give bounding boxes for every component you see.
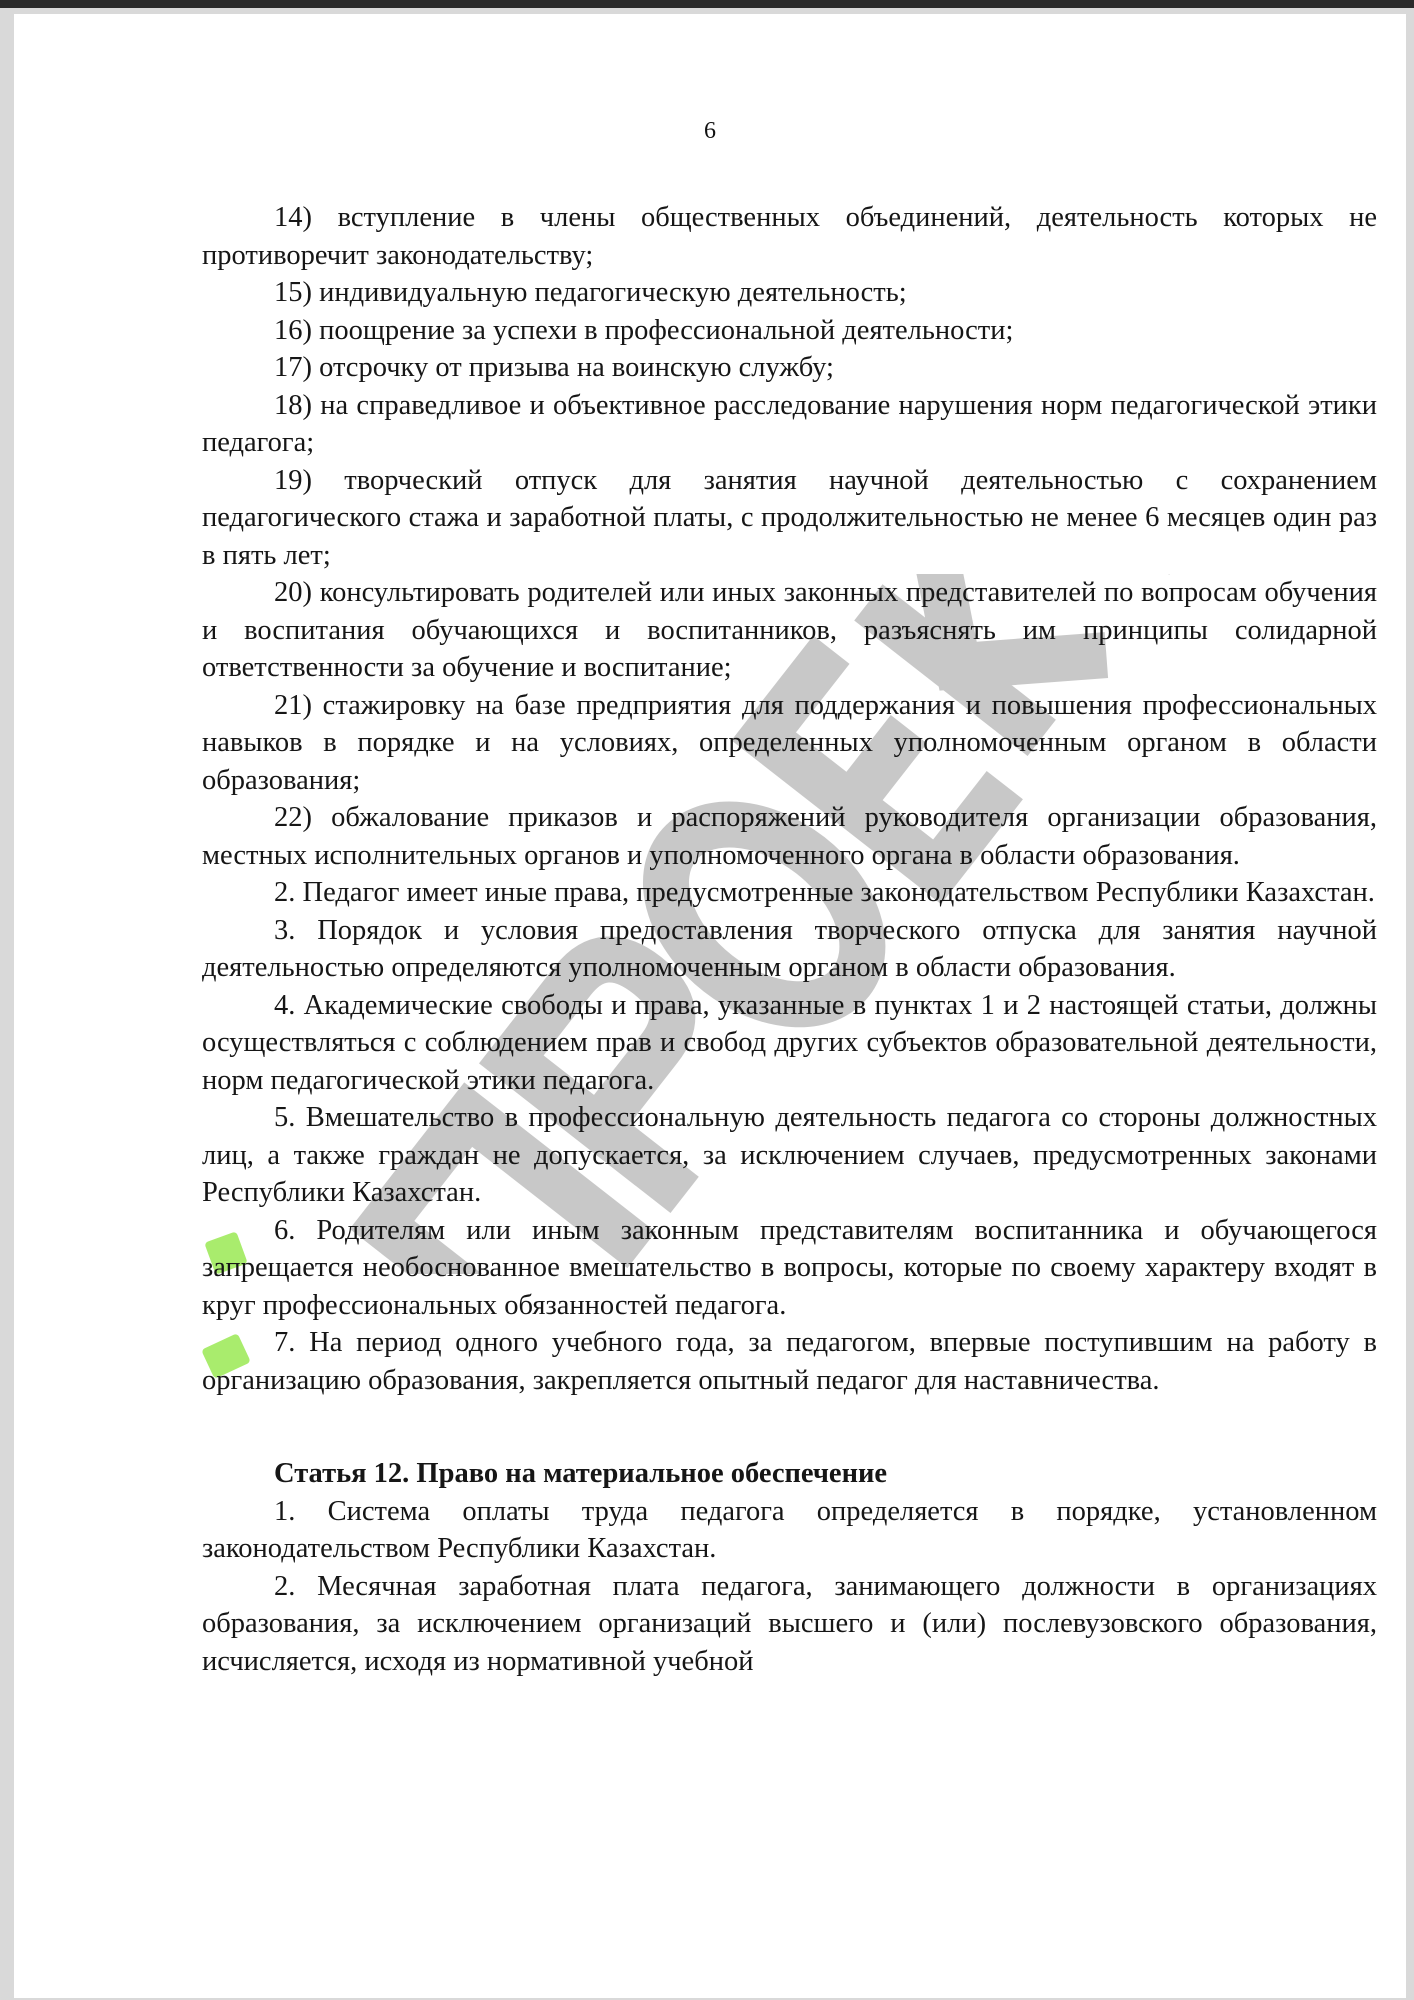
clause-5: 5. Вмешательство в профессиональную деятельность педагога со стороны должностных лиц, а также граждан не допускается, за исключением случаев, предусмотренных законами Республики Казахстан.: [202, 1102, 1377, 1208]
clause-7: 7. На период одного учебного года, за педагогом, впервые поступившим на работу в организацию образования, закрепляется опытный педагог для наставничества.: [202, 1327, 1377, 1396]
document-page: [14, 14, 1406, 1998]
article-clause-1: 1. Система оплаты труда педагога определяется в порядке, установленном законодательством Республики Казахстан.: [202, 1495, 1377, 1564]
article-heading: Статья 12. Право на материальное обеспечение: [274, 1458, 888, 1489]
section-spacer: [202, 1399, 1377, 1437]
list-item-14: 14) вступление в члены общественных объединений, деятельность которых не противоречит законодательству;: [202, 202, 1377, 271]
clause-6: 6. Родителям или иным законным представителям воспитанника и обучающегося запрещается необоснованное вмешательство в вопросы, которые по своему характеру входят в круг профессиональных обязанностей педагога.: [202, 1214, 1377, 1321]
list-item-18: 18) на справедливое и объективное расследование нарушения норм педагогической этики педагога;: [202, 389, 1377, 458]
list-item-17: 17) отсрочку от призыва на воинскую службу;: [274, 352, 834, 383]
scan-top-edge: [0, 0, 1414, 8]
list-item-21: 21) стажировку на базе предприятия для поддержания и повышения профессиональных навыков в порядке и на условиях, определенных уполномоченным органом в области образования;: [202, 689, 1377, 796]
page-number: 6: [704, 118, 716, 144]
document-body: [202, 199, 1377, 1680]
clause-3: 3. Порядок и условия предоставления творческого отпуска для занятия научной деятельностью определяются уполномоченным органом в области образования.: [202, 914, 1377, 983]
list-item-19: 19) творческий отпуск для занятия научной деятельностью с сохранением педагогического стажа и заработной платы, с продолжительностью не менее 6 месяцев один раз в пять лет;: [202, 464, 1377, 571]
list-item-22: 22) обжалование приказов и распоряжений руководителя организации образования, местных исполнительных органов и уполномоченного органа в области образования.: [202, 802, 1377, 871]
list-item-15: 15) индивидуальную педагогическую деятельность;: [274, 277, 907, 308]
clause-4: 4. Академические свободы и права, указанные в пунктах 1 и 2 настоящей статьи, должны осуществляться с соблюдением прав и свобод других субъектов образовательной деятельности, норм педагогической этики педагога.: [202, 989, 1377, 1096]
list-item-20: 20) консультировать родителей или иных законных представителей по вопросам обучения и воспитания обучающихся и воспитанников, разъяснять им принципы солидарной ответственности за обучение и воспитание;: [202, 577, 1377, 683]
article-clause-2: 2. Месячная заработная плата педагога, занимающего должности в организациях образования, за исключением организаций высшего и (или) послевузовского образования, исчисляется, исходя из нормативной учебной: [202, 1570, 1377, 1677]
list-item-16: 16) поощрение за успехи в профессиональной деятельности;: [274, 314, 1014, 346]
clause-2: 2. Педагог имеет иные права, предусмотренные законодательством Республики Казахстан.: [274, 877, 1375, 908]
